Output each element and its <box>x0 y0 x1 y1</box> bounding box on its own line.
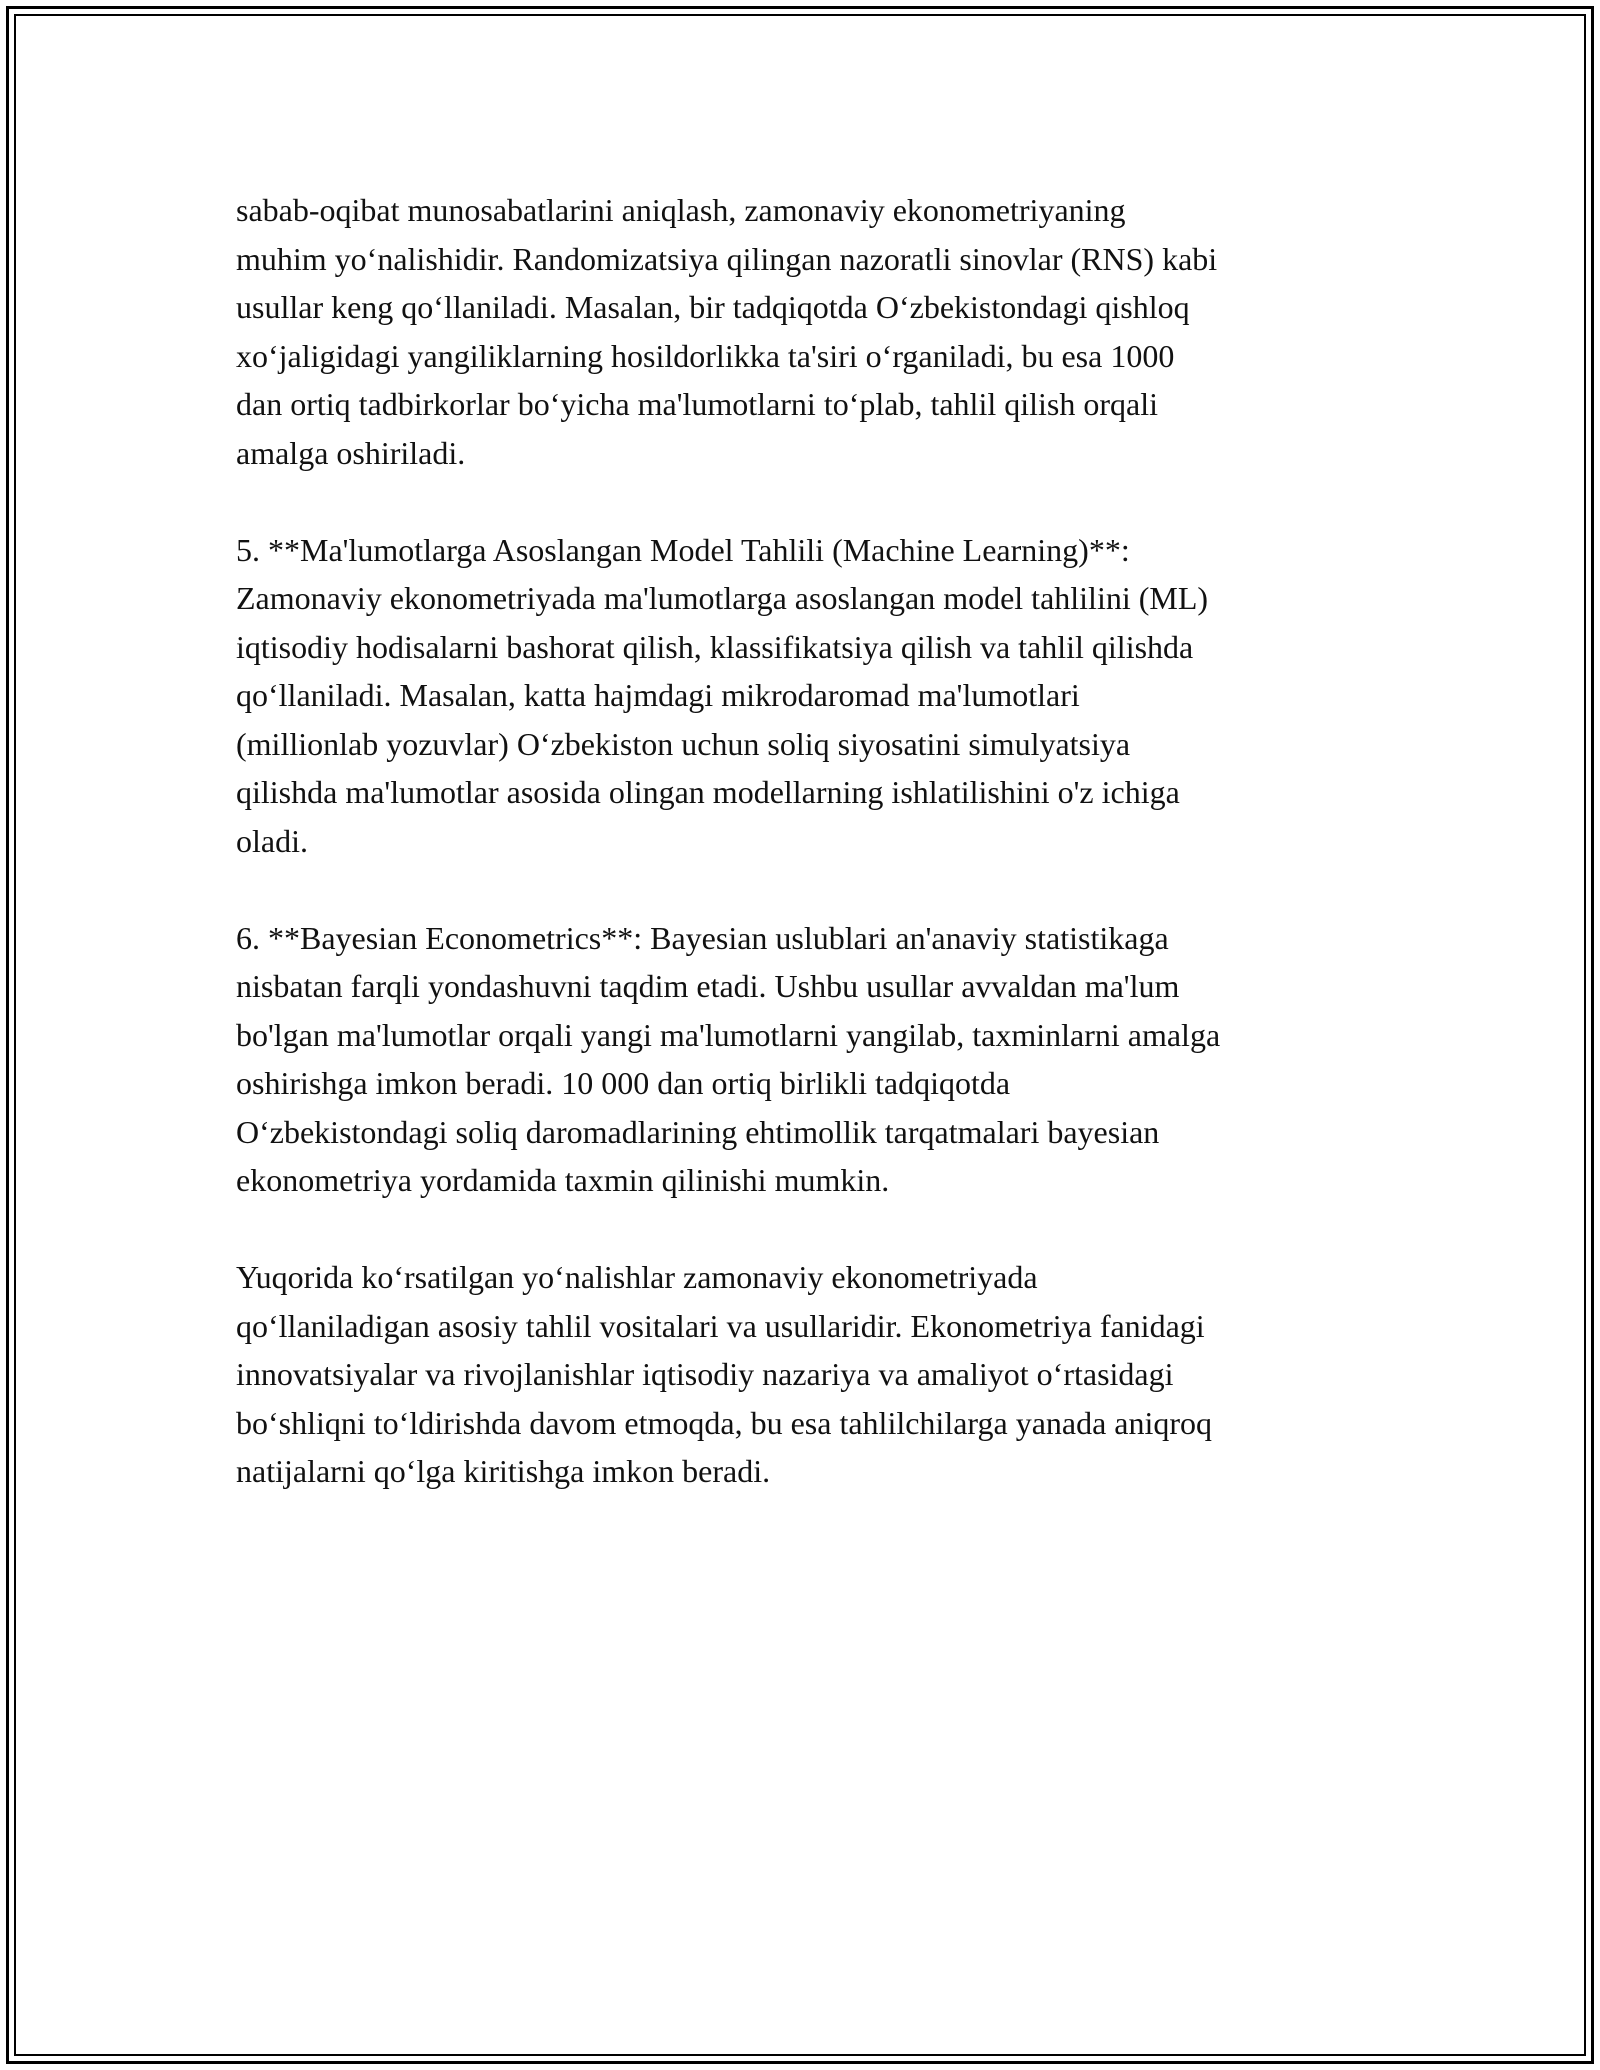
text-line: iqtisodiy hodisalarni bashorat qilish, klassifikatsiya qilish va tahlil qilishda <box>236 628 1194 665</box>
text-line: qilishda ma'lumotlar asosida olingan modellarning ishlatilishini o'z ichiga <box>236 774 1180 810</box>
text-line: 5. **Ma'lumotlarga Asoslangan Model Tahlili (Machine Learning)**: <box>236 531 1130 568</box>
text-line: Yuqorida ko‘rsatilgan yo‘nalishlar zamonaviy ekonometriyada <box>236 1259 1038 1295</box>
text-line: natijalarni qo‘lga kiritishga imkon beradi. <box>236 1453 771 1489</box>
text-line: nisbatan farqli yondashuvni taqdim etadi. Ushbu usullar avvaldan ma'lum <box>236 968 1180 1004</box>
text-line: bo‘shliqni to‘ldirishda davom etmoqda, bu esa tahlilchilarga yanada aniqroq <box>236 1404 1213 1441</box>
text-line: oshirishga imkon beradi. 10 000 dan ortiq birlikli tadqiqotda <box>236 1065 1011 1101</box>
text-line: bo'lgan ma'lumotlar orqali yangi ma'lumotlarni yangilab, taxminlarni amalga <box>236 1016 1221 1053</box>
text-line: qo‘llaniladigan asosiy tahlil vositalari va usullaridir. Ekonometriya fanidagi <box>236 1307 1205 1344</box>
text-line: ekonometriya yordamida taxmin qilinishi mumkin. <box>236 1162 890 1198</box>
text-line: Zamonaviy ekonometriyada ma'lumotlarga asoslangan model tahlilini (ML) <box>236 580 1209 616</box>
paragraph-conclusion <box>236 1253 1376 1496</box>
text-line: oladi. <box>236 822 308 859</box>
text-line: muhim yo‘nalishidir. Randomizatsiya qilingan nazoratli sinovlar (RNS) kabi <box>236 240 1218 277</box>
paragraph-bayesian-econometrics <box>236 914 1376 1205</box>
paragraph-machine-learning <box>236 526 1376 866</box>
text-line: amalga oshiriladi. <box>236 434 466 471</box>
text-line: xo‘jaligidagi yangiliklarning hosildorlikka ta'siri o‘rganiladi, bu esa 1000 <box>236 337 1175 374</box>
text-line: usullar keng qo‘llaniladi. Masalan, bir tadqiqotda O‘zbekistondagi qishloq <box>236 289 1190 325</box>
text-line: qo‘llaniladi. Masalan, katta hajmdagi mikrodaromad ma'lumotlari <box>236 677 1080 713</box>
text-line: innovatsiyalar va rivojlanishlar iqtisodiy nazariya va amaliyot o‘rtasidagi <box>236 1356 1174 1392</box>
paragraph-causal-inference <box>236 186 1376 477</box>
text-line: dan ortiq tadbirkorlar bo‘yicha ma'lumotlarni to‘plab, tahlil qilish orqali <box>236 386 1158 422</box>
text-line: 6. **Bayesian Econometrics**: Bayesian uslublari an'anaviy statistikaga <box>236 919 1169 956</box>
text-line: (millionlab yozuvlar) O‘zbekiston uchun soliq siyosatini simulyatsiya <box>236 725 1131 762</box>
text-line: sabab-oqibat munosabatlarini aniqlash, zamonaviy ekonometriyaning <box>236 192 1126 228</box>
document-body <box>236 186 1376 1496</box>
text-line: O‘zbekistondagi soliq daromadlarining ehtimollik tarqatmalari bayesian <box>236 1113 1160 1150</box>
